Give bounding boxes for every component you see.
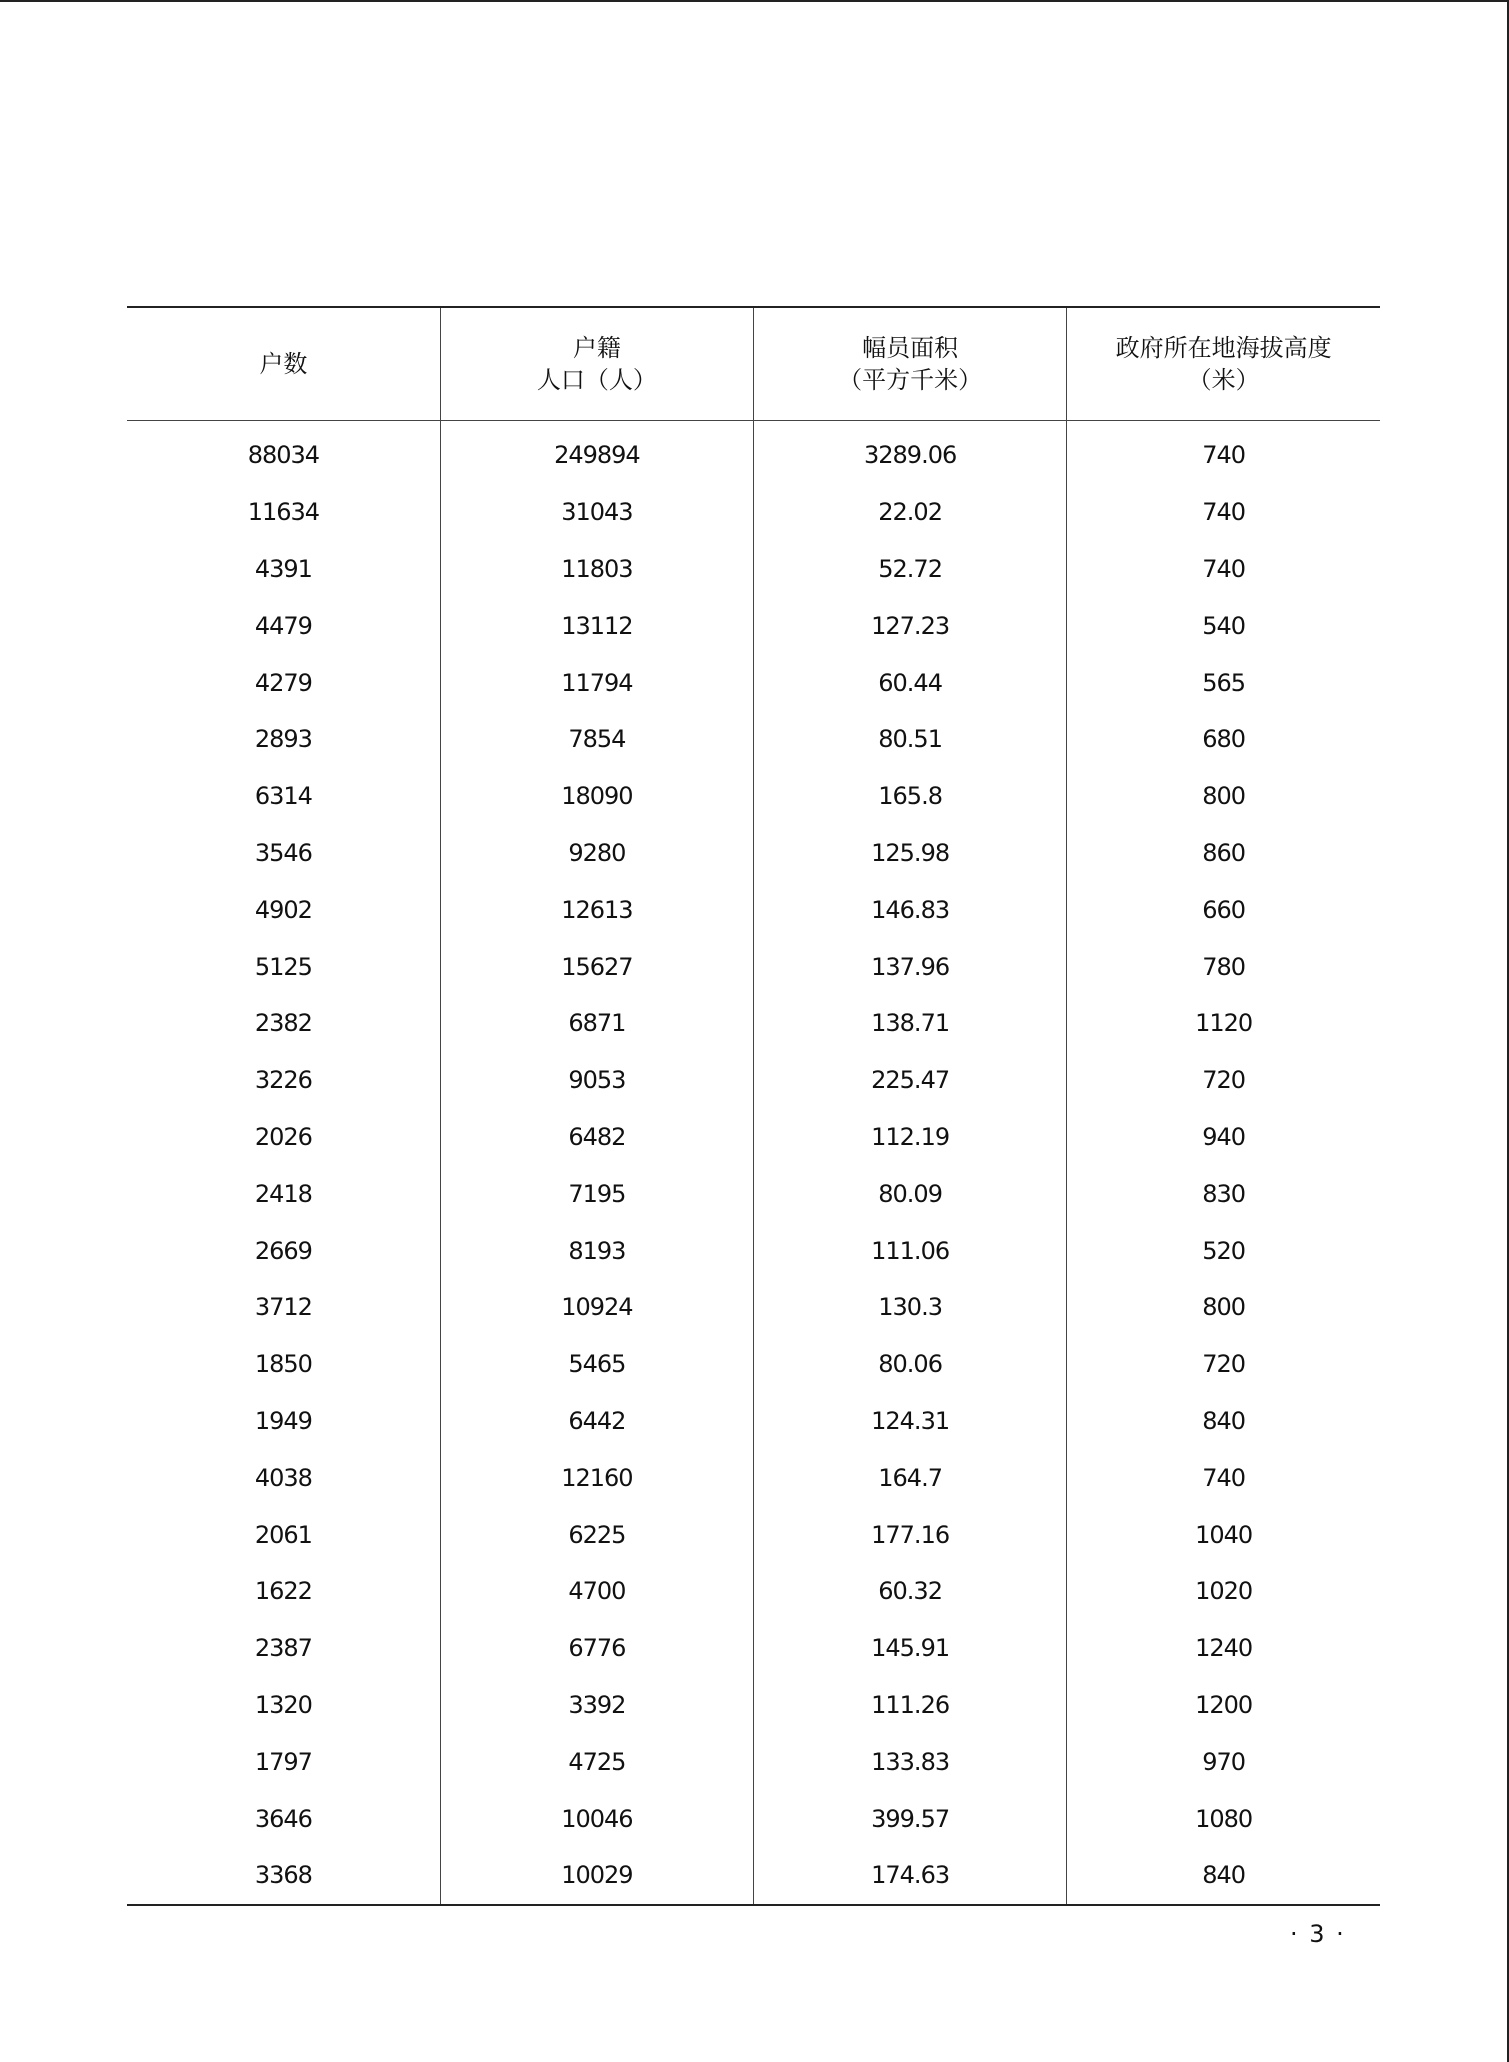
cell-households: 88034 (247, 441, 320, 470)
cell-population: 6225 (440, 1506, 753, 1563)
cell-area: 177.16 (754, 1506, 1067, 1563)
cell-population: 7854 (440, 711, 753, 768)
table-header (127, 307, 1380, 421)
cell-altitude: 840 (1067, 1847, 1380, 1905)
cell-area: 80.51 (754, 711, 1067, 768)
table-row (127, 1222, 1380, 1279)
page-border-top (0, 0, 1509, 2)
table-row (127, 541, 1380, 598)
cell-altitude: 740 (1067, 1449, 1380, 1506)
cell-households: 1797 (254, 1747, 312, 1776)
table-row (127, 1847, 1380, 1905)
table-row (127, 768, 1380, 825)
table-row (127, 654, 1380, 711)
cell-population: 12613 (440, 881, 753, 938)
cell-altitude: 800 (1067, 768, 1380, 825)
cell-population: 11794 (440, 654, 753, 711)
table-row (127, 938, 1380, 995)
cell-altitude: 660 (1067, 881, 1380, 938)
cell-population: 10924 (440, 1279, 753, 1336)
cell-altitude: 680 (1067, 711, 1380, 768)
table-row (127, 881, 1380, 938)
cell-population: 31043 (440, 484, 753, 541)
table-row (127, 1506, 1380, 1563)
cell-households: 1622 (254, 1577, 312, 1606)
cell-area: 60.44 (754, 654, 1067, 711)
cell-altitude: 565 (1067, 654, 1380, 711)
cell-altitude: 1080 (1067, 1790, 1380, 1847)
table-row (127, 1733, 1380, 1790)
cell-area: 130.3 (754, 1279, 1067, 1336)
cell-area: 133.83 (754, 1733, 1067, 1790)
cell-households: 2669 (254, 1236, 312, 1265)
cell-population: 18090 (440, 768, 753, 825)
cell-population: 6776 (440, 1620, 753, 1677)
cell-area: 127.23 (754, 597, 1067, 654)
cell-households: 1320 (254, 1690, 312, 1719)
cell-area: 146.83 (754, 881, 1067, 938)
cell-households: 4479 (254, 611, 312, 640)
cell-area: 137.96 (754, 938, 1067, 995)
header-line: 人口（人） (536, 366, 657, 394)
cell-households: 3646 (254, 1804, 312, 1833)
cell-households: 4902 (254, 895, 312, 924)
table-row (127, 597, 1380, 654)
table-row (127, 1677, 1380, 1734)
cell-area: 80.09 (754, 1165, 1067, 1222)
cell-area: 174.63 (754, 1847, 1067, 1905)
cell-altitude: 800 (1067, 1279, 1380, 1336)
cell-altitude: 540 (1067, 597, 1380, 654)
table-row (127, 1449, 1380, 1506)
cell-altitude: 1020 (1067, 1563, 1380, 1620)
cell-altitude: 780 (1067, 938, 1380, 995)
cell-population: 5465 (440, 1336, 753, 1393)
statistics-table-container (127, 306, 1380, 1906)
cell-area: 111.26 (754, 1677, 1067, 1734)
cell-area: 399.57 (754, 1790, 1067, 1847)
header-households (127, 307, 440, 421)
cell-households: 3368 (254, 1861, 312, 1890)
header-registered-population (440, 307, 753, 421)
cell-altitude: 970 (1067, 1733, 1380, 1790)
cell-population: 10029 (440, 1847, 753, 1905)
cell-population: 3392 (440, 1677, 753, 1734)
cell-households: 3546 (254, 838, 312, 867)
cell-households: 11634 (247, 498, 320, 527)
cell-households: 3226 (254, 1066, 312, 1095)
cell-population: 6482 (440, 1109, 753, 1166)
header-row (127, 307, 1380, 421)
header-line: 户籍 (572, 334, 621, 362)
cell-area: 125.98 (754, 825, 1067, 882)
table-row (127, 1790, 1380, 1847)
cell-altitude: 720 (1067, 1336, 1380, 1393)
cell-population: 4700 (440, 1563, 753, 1620)
table-row (127, 484, 1380, 541)
cell-population: 9053 (440, 1052, 753, 1109)
cell-area: 22.02 (754, 484, 1067, 541)
cell-altitude: 860 (1067, 825, 1380, 882)
cell-households: 2382 (254, 1009, 312, 1038)
cell-area: 60.32 (754, 1563, 1067, 1620)
table-row (127, 825, 1380, 882)
cell-households: 2893 (254, 725, 312, 754)
cell-altitude: 720 (1067, 1052, 1380, 1109)
cell-area: 112.19 (754, 1109, 1067, 1166)
cell-altitude: 830 (1067, 1165, 1380, 1222)
cell-altitude: 1120 (1067, 995, 1380, 1052)
cell-households: 1850 (254, 1350, 312, 1379)
cell-population: 9280 (440, 825, 753, 882)
header-altitude (1067, 307, 1380, 421)
cell-households: 4038 (254, 1463, 312, 1492)
cell-population: 6871 (440, 995, 753, 1052)
cell-households: 2418 (254, 1179, 312, 1208)
table-row (127, 711, 1380, 768)
table-row (127, 1165, 1380, 1222)
cell-area: 164.7 (754, 1449, 1067, 1506)
cell-altitude: 1240 (1067, 1620, 1380, 1677)
table-row (127, 1620, 1380, 1677)
cell-altitude: 1040 (1067, 1506, 1380, 1563)
table-row (127, 1109, 1380, 1166)
cell-population: 249894 (440, 421, 753, 484)
header-area (754, 307, 1067, 421)
cell-area: 80.06 (754, 1336, 1067, 1393)
cell-households: 5125 (254, 952, 312, 981)
cell-households: 4279 (254, 668, 312, 697)
header-line: 政府所在地海拔高度 (1115, 334, 1332, 362)
table-row (127, 1279, 1380, 1336)
page-number: · 3 · (1290, 1920, 1346, 1948)
cell-area: 3289.06 (754, 421, 1067, 484)
cell-households: 6314 (254, 782, 312, 811)
header-line: 户数 (259, 350, 308, 378)
table-row (127, 1052, 1380, 1109)
cell-population: 7195 (440, 1165, 753, 1222)
cell-households: 2387 (254, 1634, 312, 1663)
cell-area: 165.8 (754, 768, 1067, 825)
cell-altitude: 840 (1067, 1393, 1380, 1450)
cell-households: 2061 (254, 1520, 312, 1549)
cell-altitude: 740 (1067, 421, 1380, 484)
table-body (127, 421, 1380, 1905)
cell-population: 10046 (440, 1790, 753, 1847)
header-line: （平方千米） (838, 366, 983, 394)
cell-population: 11803 (440, 541, 753, 598)
cell-altitude: 1200 (1067, 1677, 1380, 1734)
cell-area: 145.91 (754, 1620, 1067, 1677)
table-row (127, 1393, 1380, 1450)
cell-households: 2026 (254, 1122, 312, 1151)
header-line: 幅员面积 (862, 334, 959, 362)
cell-households: 1949 (254, 1406, 312, 1435)
table-row (127, 421, 1380, 484)
cell-households: 3712 (254, 1293, 312, 1322)
cell-altitude: 740 (1067, 484, 1380, 541)
cell-population: 13112 (440, 597, 753, 654)
table-row (127, 1563, 1380, 1620)
cell-area: 52.72 (754, 541, 1067, 598)
table-row (127, 995, 1380, 1052)
cell-population: 15627 (440, 938, 753, 995)
cell-area: 138.71 (754, 995, 1067, 1052)
cell-households: 4391 (254, 554, 312, 583)
table-row (127, 1336, 1380, 1393)
cell-area: 111.06 (754, 1222, 1067, 1279)
header-line: （米） (1187, 366, 1260, 394)
statistics-table (127, 306, 1380, 1906)
cell-population: 6442 (440, 1393, 753, 1450)
cell-area: 124.31 (754, 1393, 1067, 1450)
cell-altitude: 740 (1067, 541, 1380, 598)
cell-altitude: 940 (1067, 1109, 1380, 1166)
cell-population: 8193 (440, 1222, 753, 1279)
cell-population: 4725 (440, 1733, 753, 1790)
cell-altitude: 520 (1067, 1222, 1380, 1279)
cell-population: 12160 (440, 1449, 753, 1506)
cell-area: 225.47 (754, 1052, 1067, 1109)
